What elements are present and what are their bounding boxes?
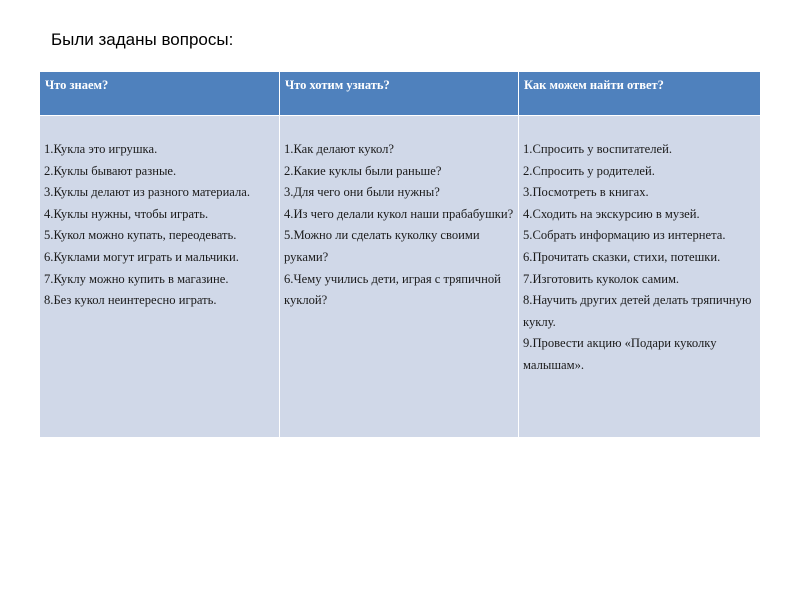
list-item: 1.Спросить у воспитателей. (523, 142, 672, 156)
list-item: 2.Спросить у родителей. (523, 163, 655, 178)
list-item: 5.Кукол можно купать, переодевать. (44, 228, 237, 243)
slide-title: Были заданы вопросы: (51, 30, 234, 49)
list-item: 8.Научить других детей делать тряпичную куклу. (523, 293, 752, 329)
list-item: 5.Можно ли сделать куколку своими руками? (284, 228, 480, 264)
list-item: 3.Посмотреть в книгах. (523, 185, 649, 200)
list-item: 8.Без кукол неинтересно играть. (44, 293, 217, 308)
list-item: 1.Кукла это игрушка. (44, 142, 158, 156)
list-item: 3.Куклы делают из разного материала. (44, 185, 251, 200)
list-what-we-want-to-know (284, 139, 515, 312)
list-item: 7.Куклу можно купить в магазине. (44, 271, 229, 286)
list-item: 6.Прочитать сказки, стихи, потешки. (523, 249, 721, 264)
header-what-we-know: Что знаем? (40, 72, 280, 116)
list-item: 5.Собрать информацию из интернета. (523, 228, 726, 243)
list-item: 7.Изготовить куколок самим. (523, 271, 680, 286)
cell-how-to-find-answer (519, 116, 761, 438)
list-item: 1.Как делают кукол? (284, 142, 395, 156)
list-how-to-find-answer (523, 139, 757, 377)
cell-what-we-know (40, 116, 280, 438)
header-what-we-want-to-know: Что хотим узнать? (280, 72, 519, 116)
list-item: 3.Для чего они были нужны? (284, 185, 440, 200)
cell-what-we-want-to-know (280, 116, 519, 438)
list-item: 2.Куклы бывают разные. (44, 163, 177, 178)
list-item: 4.Сходить на экскурсию в музей. (523, 206, 700, 221)
table-header-row (40, 72, 761, 116)
list-item: 2.Какие куклы были раньше? (284, 163, 442, 178)
list-item: 6.Чему учились дети, играя с тряпичной куклой? (284, 271, 501, 308)
kwl-table (39, 71, 761, 438)
table-body-row (40, 116, 761, 438)
list-item: 9.Провести акцию «Подари куколку малышам». (523, 336, 717, 372)
list-item: 4.Куклы нужны, чтобы играть. (44, 206, 209, 221)
list-item: 4.Из чего делали кукол наши прабабушки? (284, 206, 514, 221)
header-how-to-find-answer: Как можем найти ответ? (519, 72, 761, 116)
list-item: 6.Куклами могут играть и мальчики. (44, 249, 239, 264)
list-what-we-know (44, 139, 276, 312)
